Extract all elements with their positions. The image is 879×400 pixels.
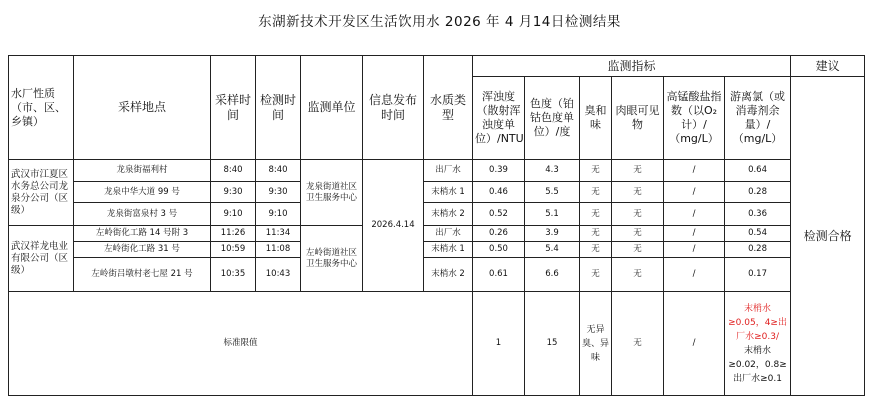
visible-cell: 无: [612, 242, 664, 258]
test-time-cell: 11:34: [256, 226, 301, 242]
test-time-cell: 9:30: [256, 182, 301, 203]
water-type-cell: 末梢水 2: [424, 258, 473, 292]
header-visible: 肉眼可见物: [612, 77, 664, 160]
chlorine-cell: 0.36: [725, 203, 791, 226]
page-title: 东湖新技术开发区生活饮用水 2026 年 4 月14日检测结果: [258, 14, 621, 30]
header-test-time: 检测时间: [256, 56, 301, 160]
water-type-cell: 出厂水: [424, 226, 473, 242]
standard-chlorine: [725, 292, 791, 396]
sample-time-cell: 11:26: [211, 226, 256, 242]
sample-time-cell: 9:10: [211, 203, 256, 226]
visible-cell: 无: [612, 182, 664, 203]
color-cell: 5.4: [525, 242, 580, 258]
chlorine-cell: 0.17: [725, 258, 791, 292]
plant-cell: 武汉祥龙电业有限公司（区级）: [9, 226, 74, 292]
standard-turbidity: 1: [473, 292, 525, 396]
cod-cell: /: [664, 203, 725, 226]
site-cell: 龙泉中华大道 99 号: [74, 182, 211, 203]
turbidity-cell: 0.52: [473, 203, 525, 226]
header-smell: 臭和味: [580, 77, 612, 160]
header-water-type: 水质类型: [424, 56, 473, 160]
sample-time-cell: 10:35: [211, 258, 256, 292]
header-chlorine: 游离氯（或消毒剂余量）/（mg/L）: [725, 77, 791, 160]
chlorine-cell: 0.54: [725, 226, 791, 242]
header-plant: 水厂性质（市、区、乡镇）: [9, 56, 74, 160]
unit-cell: 龙泉街道社区卫生服务中心: [301, 160, 363, 226]
visible-cell: 无: [612, 226, 664, 242]
header-turbidity: 浑浊度（散射浑浊度单位）/NTU: [473, 77, 525, 160]
water-type-cell: 出厂水: [424, 160, 473, 182]
test-time-cell: 11:08: [256, 242, 301, 258]
site-cell: 左岭街化工路 31 号: [74, 242, 211, 258]
chlorine-cell: 0.28: [725, 242, 791, 258]
site-cell: 龙泉街富泉村 3 号: [74, 203, 211, 226]
turbidity-cell: 0.46: [473, 182, 525, 203]
turbidity-cell: 0.26: [473, 226, 525, 242]
turbidity-cell: 0.39: [473, 160, 525, 182]
test-time-cell: 8:40: [256, 160, 301, 182]
color-cell: 3.9: [525, 226, 580, 242]
smell-cell: 无: [580, 182, 612, 203]
chlorine-cell: 0.64: [725, 160, 791, 182]
header-unit: 监测单位: [301, 56, 363, 160]
cod-cell: /: [664, 258, 725, 292]
cod-cell: /: [664, 242, 725, 258]
header-color: 色度（铂钴色度单位）/度: [525, 77, 580, 160]
standard-label: 标准限值: [9, 292, 473, 396]
smell-cell: 无: [580, 203, 612, 226]
table-row: [9, 203, 865, 226]
visible-cell: 无: [612, 160, 664, 182]
visible-cell: 无: [612, 258, 664, 292]
smell-cell: 无: [580, 160, 612, 182]
header-pub-time: 信息发布时间: [363, 56, 424, 160]
color-cell: 5.5: [525, 182, 580, 203]
smell-cell: 无: [580, 226, 612, 242]
standard-smell: 无异臭、异味: [580, 292, 612, 396]
header-site: 采样地点: [74, 56, 211, 160]
sample-time-cell: 9:30: [211, 182, 256, 203]
standard-color: 15: [525, 292, 580, 396]
site-cell: 龙泉街福利村: [74, 160, 211, 182]
cod-cell: /: [664, 160, 725, 182]
standard-visible: 无: [612, 292, 664, 396]
header-sample-time: 采样时间: [211, 56, 256, 160]
table-row: [9, 182, 865, 203]
site-cell: 左岭街吕墩村老七屋 21 号: [74, 258, 211, 292]
cod-cell: /: [664, 226, 725, 242]
header-cod: 高锰酸盐指数（以O₂计）/（mg/L）: [664, 77, 725, 160]
advice-value: 检测合格: [791, 77, 865, 396]
table-row: [9, 226, 865, 242]
site-cell: 左岭街化工路 14 号附 3: [74, 226, 211, 242]
chlorine-cell: 0.28: [725, 182, 791, 203]
water-type-cell: 末梢水 2: [424, 203, 473, 226]
table-row: [9, 258, 865, 292]
sample-time-cell: 10:59: [211, 242, 256, 258]
turbidity-cell: 0.61: [473, 258, 525, 292]
table-row: [9, 160, 865, 182]
standard-cod: /: [664, 292, 725, 396]
plant-cell: 武汉市江夏区水务总公司龙泉分公司（区级）: [9, 160, 74, 226]
result-table: [8, 55, 865, 396]
smell-cell: 无: [580, 258, 612, 292]
header-advice: 建议: [791, 56, 865, 77]
header-indicators: 监测指标: [473, 56, 791, 77]
smell-cell: 无: [580, 242, 612, 258]
standard-chlorine-black: 末梢水≥0.02，0.8≥出厂水≥0.1: [728, 345, 787, 384]
standard-row: [9, 292, 865, 396]
color-cell: 6.6: [525, 258, 580, 292]
water-type-cell: 末梢水 1: [424, 242, 473, 258]
test-time-cell: 9:10: [256, 203, 301, 226]
standard-chlorine-red: 末梢水≥0.05，4≥出厂水≥0.3/: [728, 303, 787, 342]
water-type-cell: 末梢水 1: [424, 182, 473, 203]
turbidity-cell: 0.50: [473, 242, 525, 258]
sample-time-cell: 8:40: [211, 160, 256, 182]
pub-date-cell: 2026.4.14: [363, 160, 424, 292]
cod-cell: /: [664, 182, 725, 203]
table-row: [9, 242, 865, 258]
unit-cell: 左岭街道社区卫生服务中心: [301, 226, 363, 292]
color-cell: 4.3: [525, 160, 580, 182]
visible-cell: 无: [612, 203, 664, 226]
test-time-cell: 10:43: [256, 258, 301, 292]
color-cell: 5.1: [525, 203, 580, 226]
